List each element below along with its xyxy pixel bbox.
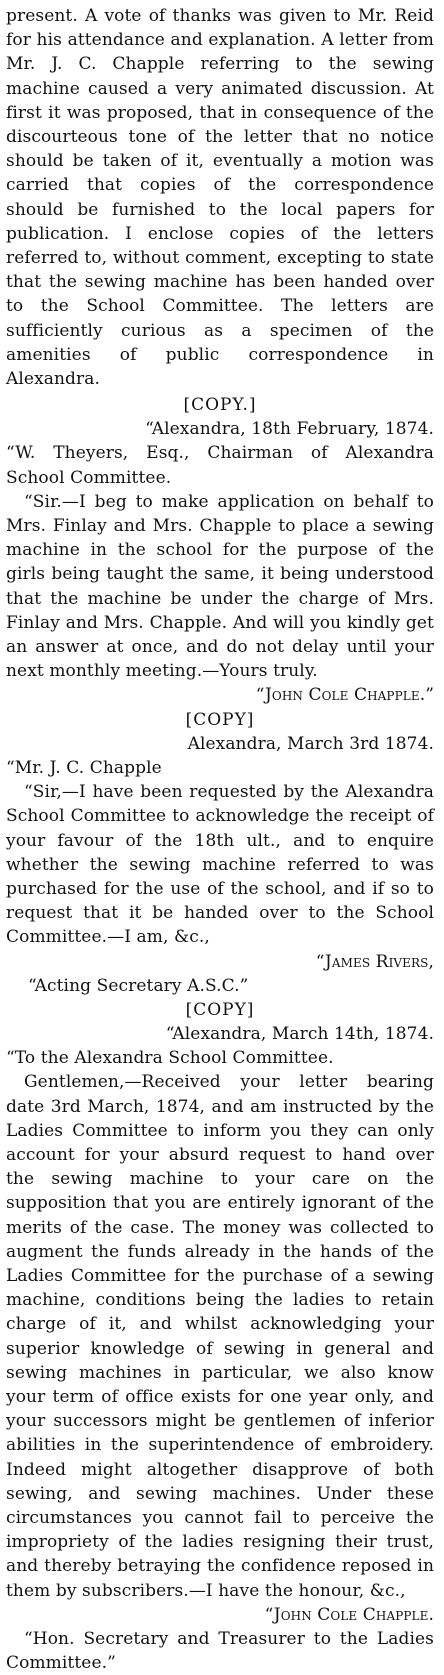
letter1-addressee: “W. Theyers, Esq., Chairman of Alexandra School Committee.	[6, 443, 434, 488]
letter3-signature: “John Cole Chapple.	[264, 1604, 434, 1625]
letter3-copy-heading: [COPY]	[185, 999, 255, 1020]
letter1-signature: “John Cole Chapple.”	[255, 685, 434, 706]
letter2-signatory-title: “Acting Secretary A.S.C.”	[28, 975, 249, 996]
letter2-copy-heading: [COPY]	[185, 709, 255, 730]
letter3-body: Gentlemen,—Received your letter bearing date 3rd March, 1874, and am instructed by the Ladies Committee to inform you they can only account for your absurd request to hand over the sewing machine to your care on the supposition that you are entirely ignorant of the merits of the case. The money was collected to augment the funds already in the hands of the Ladies Committee for the purchase of a sewing machine, conditions being the ladies to retain charge of it, and whilst acknowledging your superior knowledge of sewing in general and sewing machines in particular, we also know your term of office exists for one year only, and your successors might be gentlemen of inferior abilities in the superintendence of embroidery. Indeed might altogether disapprove of both sewing, and sewing machines. Under these circumstances you cannot fail to perceive the impropriety of the ladies resigning their trust, and thereby betraying the confidence reposed in them by subscribers.—I have the honour, &c.,	[6, 1072, 434, 1601]
intro-paragraph: present. A vote of thanks was given to Mr. Reid for his attendance and explanation. A letter from Mr. J. C. Chapple referring to the sewing machine caused a very animated discussion. At first it was proposed, that in consequence of the discourteous tone of the letter that no notice should be taken of it, eventually a motion was carried that copies of the correspondence should be furnished to the local papers for publication. I enclose copies of the letters referred to, without comment, excepting to state that the sewing machine has been handed over to the School Committee. The letters are sufficiently curious as a specimen of the amenities of public correspondence in Alexandra.	[6, 6, 434, 390]
letter1-copy-heading: [COPY.]	[183, 395, 257, 416]
letter2-addressee: “Mr. J. C. Chapple	[6, 757, 162, 778]
letter3-addressee: “To the Alexandra School Committee.	[6, 1048, 334, 1069]
letter1-body: “Sir.—I beg to make application on behalf to Mrs. Finlay and Mrs. Chapple to place a sewing machine in the school for the purpose of the girls being taught the same, it being understood that the machine be under the charge of Mrs. Finlay and Mrs. Chapple. And will you kindly get an answer at once, and do not delay until your next monthly meeting.—Yours truly.	[6, 491, 434, 682]
letter2-dateline: Alexandra, March 3rd 1874.	[187, 733, 434, 754]
letter2-signature: “James Rivers,	[315, 951, 434, 972]
letter1-dateline: “Alexandra, 18th February, 1874.	[145, 419, 434, 440]
letter3-dateline: “Alexandra, March 14th, 1874.	[165, 1023, 434, 1044]
letter2-body: “Sir,—I have been requested by the Alexandra School Committee to acknowledge the receipt of your favour of the 18th ult., and to enquire whether the sewing machine referred to was purchased for the use of the school, and if so to request that it be handed over to the School Committee.—I am, &c.,	[6, 782, 434, 948]
letter3-signatory-title: “Hon. Secretary and Treasurer to the Ladies Committee.”	[6, 1629, 434, 1674]
